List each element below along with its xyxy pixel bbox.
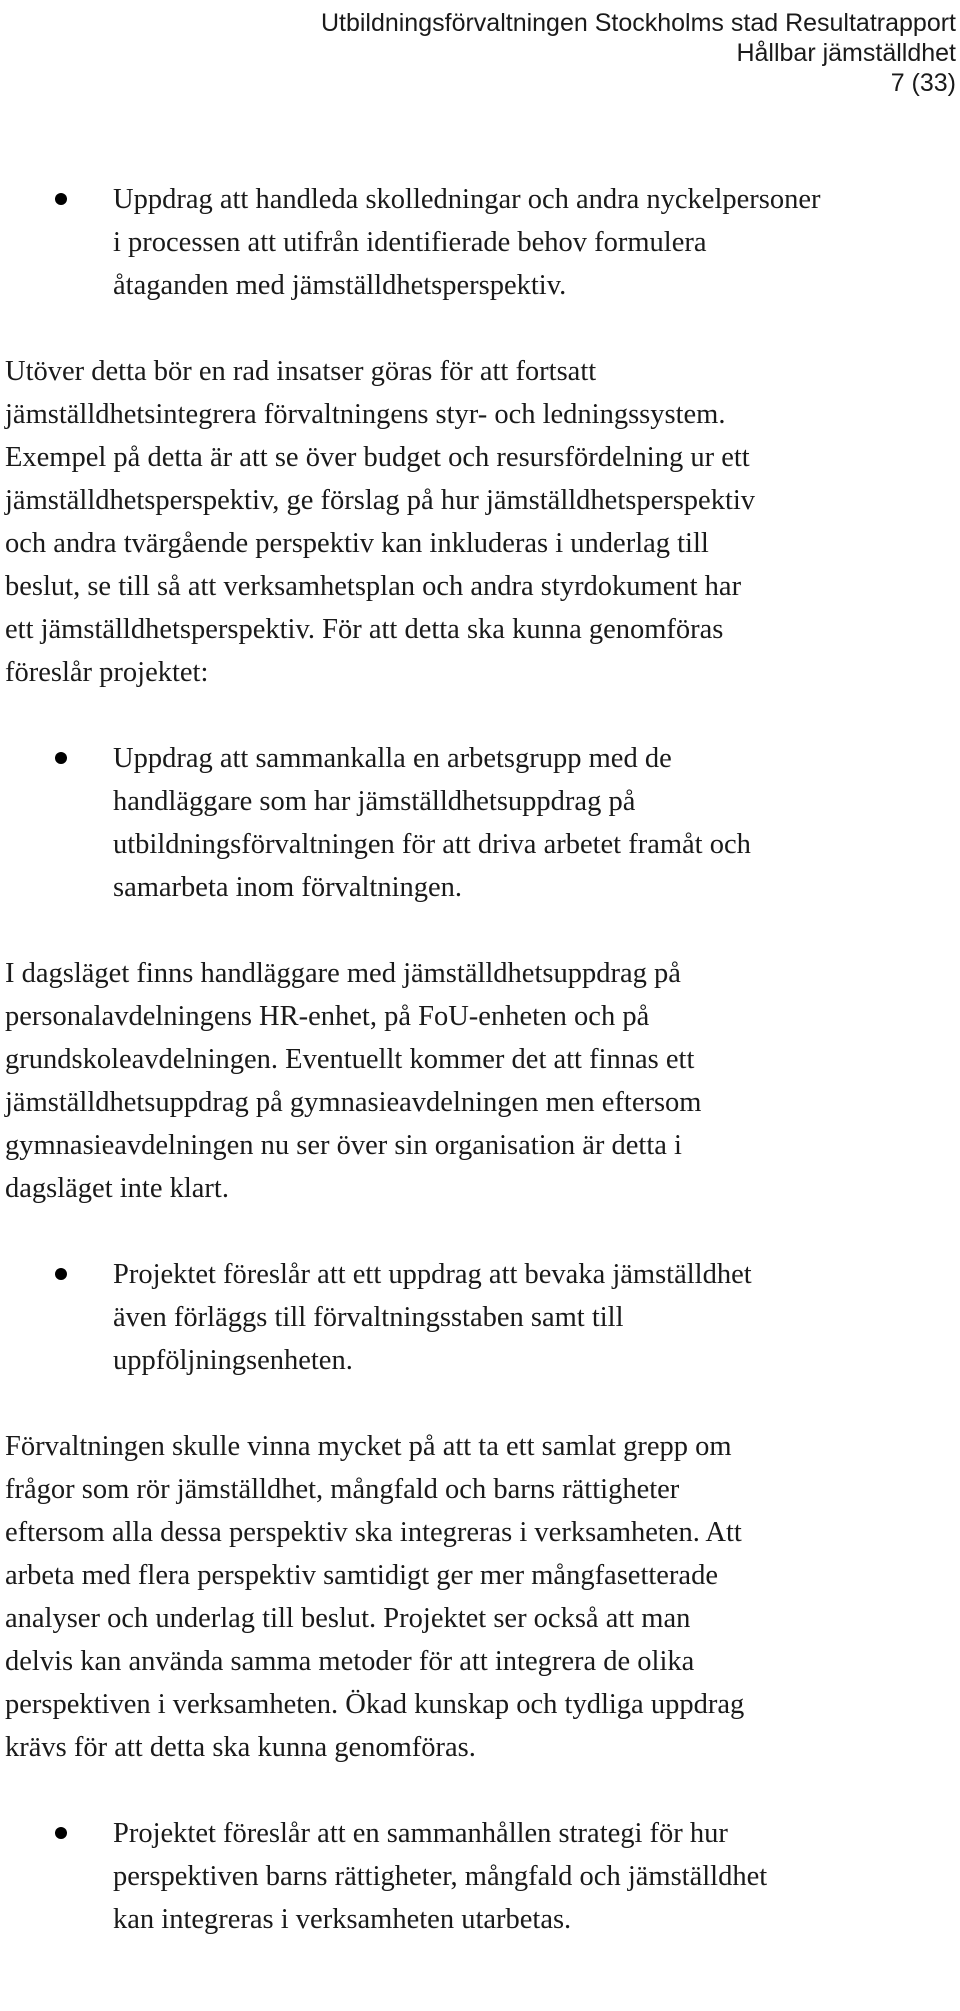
text-line: kan integreras i verksamheten utarbetas. <box>113 1904 572 1935</box>
text-line: perspektiven i verksamheten. Ökad kunskap och tydliga uppdrag <box>5 1689 745 1720</box>
paragraph <box>5 952 955 1210</box>
text-line: dagsläget inte klart. <box>5 1173 229 1204</box>
header-report-title: Utbildningsförvaltningen Stockholms stad Resultatrapport <box>320 9 956 37</box>
text-line: handläggare som har jämställdhetsuppdrag på <box>113 786 636 817</box>
text-line: jämställdhetsintegrera förvaltningens styr- och ledningssystem. <box>5 399 726 430</box>
text-line: samarbeta inom förvaltningen. <box>113 872 463 903</box>
text-line: arbeta med flera perspektiv samtidigt ger mer mångfasetterade <box>5 1560 718 1591</box>
text-line: Projektet föreslår att ett uppdrag att bevaka jämställdhet <box>113 1259 752 1290</box>
text-line: beslut, se till så att verksamhetsplan och andra styrdokument har <box>5 571 742 602</box>
text-line: åtaganden med jämställdhetsperspektiv. <box>113 270 567 301</box>
text-line: i processen att utifrån identifierade behov formulera <box>113 227 707 258</box>
text-line: föreslår projektet: <box>5 657 209 688</box>
text-line: I dagsläget finns handläggare med jämställdhetsuppdrag på <box>5 958 681 989</box>
bullet-item <box>5 1812 955 1941</box>
text-line: ett jämställdhetsperspektiv. För att detta ska kunna genomföras <box>5 614 724 645</box>
bullet-dot-icon <box>55 193 67 205</box>
text-line: och andra tvärgående perspektiv kan inkluderas i underlag till <box>5 528 709 559</box>
text-line: analyser och underlag till beslut. Projektet ser också att man <box>5 1603 691 1634</box>
text-line: gymnasieavdelningen nu ser över sin organisation är detta i <box>5 1130 682 1161</box>
bullet-item <box>5 178 955 307</box>
document-body <box>5 178 955 1984</box>
text-line: Uppdrag att sammankalla en arbetsgrupp med de <box>113 743 672 774</box>
bullet-dot-icon <box>55 1827 67 1839</box>
text-line: eftersom alla dessa perspektiv ska integreras i verksamheten. Att <box>5 1517 742 1548</box>
bullet-item <box>5 1253 955 1382</box>
bullet-dot-icon <box>55 752 67 764</box>
text-line: grundskoleavdelningen. Eventuellt kommer det att finnas ett <box>5 1044 695 1075</box>
paragraph <box>5 350 955 694</box>
header-subtitle: Hållbar jämställdhet <box>736 39 956 67</box>
bullet-item <box>5 737 955 909</box>
text-line: perspektiven barns rättigheter, mångfald och jämställdhet <box>113 1861 768 1892</box>
text-line: Projektet föreslår att en sammanhållen strategi för hur <box>113 1818 728 1849</box>
page-number: 7 (33) <box>890 69 956 97</box>
text-line: Förvaltningen skulle vinna mycket på att ta ett samlat grepp om <box>5 1431 732 1462</box>
paragraph <box>5 1425 955 1769</box>
text-line: personalavdelningens HR-enhet, på FoU-enheten och på <box>5 1001 650 1032</box>
text-line: jämställdhetsperspektiv, ge förslag på hur jämställdhetsperspektiv <box>5 485 756 516</box>
text-line: även förläggs till förvaltningsstaben samt till <box>113 1302 624 1333</box>
text-line: Uppdrag att handleda skolledningar och andra nyckelpersoner <box>113 184 821 215</box>
text-line: Utöver detta bör en rad insatser göras för att fortsatt <box>5 356 597 387</box>
page-header <box>0 8 960 98</box>
text-line: jämställdhetsuppdrag på gymnasieavdelningen men eftersom <box>5 1087 702 1118</box>
bullet-dot-icon <box>55 1268 67 1280</box>
text-line: krävs för att detta ska kunna genomföras. <box>5 1732 476 1763</box>
text-line: utbildningsförvaltningen för att driva arbetet framåt och <box>113 829 751 860</box>
text-line: uppföljningsenheten. <box>113 1345 353 1376</box>
text-line: Exempel på detta är att se över budget och resursfördelning ur ett <box>5 442 750 473</box>
text-line: frågor som rör jämställdhet, mångfald och barns rättigheter <box>5 1474 680 1505</box>
text-line: delvis kan använda samma metoder för att integrera de olika <box>5 1646 695 1677</box>
